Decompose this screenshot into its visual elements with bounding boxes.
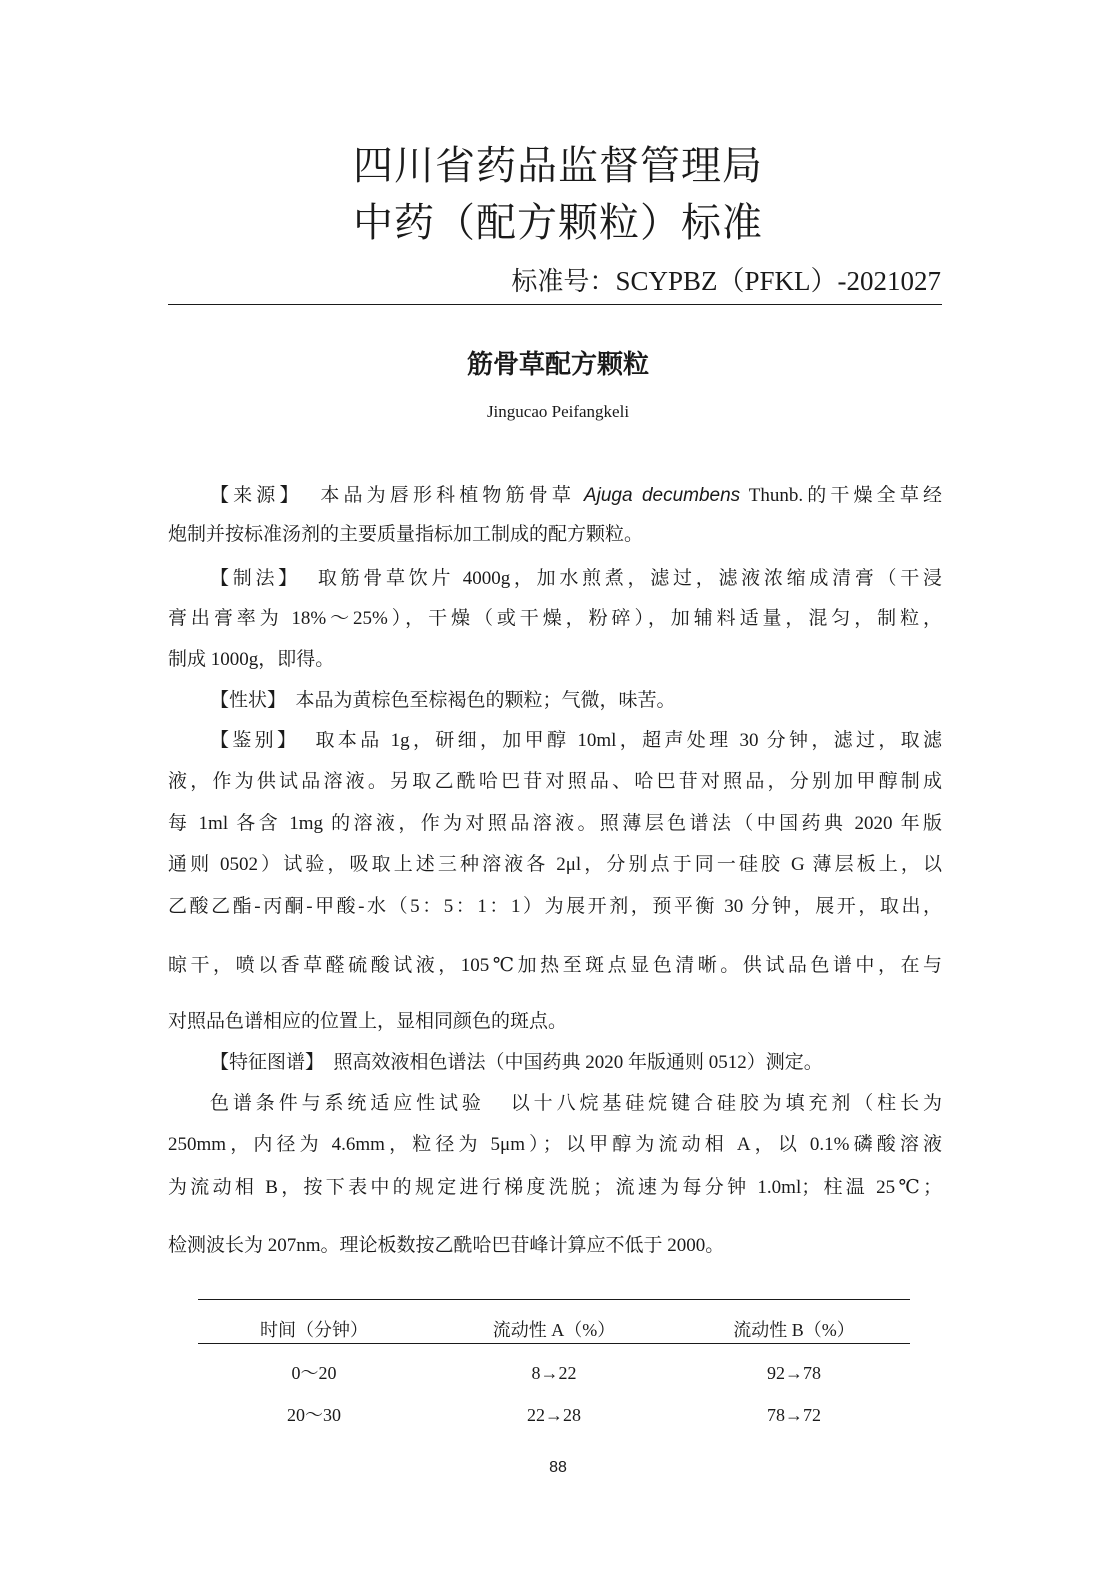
identification-line-5: 乙酸乙酯-丙酮-甲酸-水（5：5：1：1）为展开剂，预平衡 30 分钟，展开，取出， bbox=[168, 896, 942, 917]
description-line-1 bbox=[168, 691, 942, 710]
product-name: 筋骨草配方颗粒 bbox=[466, 350, 649, 380]
table-cell: 8→22 bbox=[531, 1363, 577, 1383]
source-text-a: 本品为唇形科植物筋骨草 bbox=[320, 485, 584, 506]
chromatography-conditions-label: 色谱条件与系统适应性试验 bbox=[210, 1092, 485, 1114]
preparation-line-3: 制成 1000g，即得。 bbox=[168, 649, 335, 670]
preparation-text-1: 取筋骨草饮片 4000g，加水煎煮，滤过，滤液浓缩成清膏（干浸 bbox=[317, 568, 942, 589]
table-header-time: 时间（分钟） bbox=[260, 1320, 368, 1340]
identification-line-6: 晾干，喷以香草醛硫酸试液，105℃加热至斑点显色清晰。供试品色谱中，在与 bbox=[168, 955, 942, 976]
table-header-rule bbox=[198, 1343, 910, 1344]
standard-number bbox=[511, 268, 941, 295]
fingerprint-text-1: 照高效液相色谱法（中国药典 2020 年版通则 0512）测定。 bbox=[333, 1052, 823, 1073]
preparation-label: 【制法】 bbox=[210, 567, 301, 589]
table-top-rule bbox=[198, 1299, 910, 1300]
page-number: 88 bbox=[549, 1459, 567, 1476]
fingerprint-line-1 bbox=[168, 1053, 942, 1072]
fingerprint-label: 【特征图谱】 bbox=[210, 1051, 325, 1073]
identification-text-1: 取本品 1g，研细，加甲醇 10ml，超声处理 30 分钟，滤过，取滤 bbox=[315, 730, 942, 751]
source-text-b: Thunb.的干燥全草经 bbox=[740, 485, 942, 506]
fingerprint-line-5: 检测波长为 207nm。理论板数按乙酰哈巴苷峰计算应不低于 2000。 bbox=[168, 1235, 725, 1256]
standard-category-title: 中药（配方颗粒）标准 bbox=[353, 200, 763, 246]
source-latin-name: Ajuga decumbens bbox=[583, 485, 741, 506]
description-label: 【性状】 bbox=[210, 689, 287, 711]
standard-number-value: SCYPBZ（PFKL）-2021027 bbox=[615, 266, 941, 296]
table-cell: 20～30 bbox=[287, 1405, 341, 1425]
source-label: 【来源】 bbox=[210, 484, 303, 506]
preparation-line-2: 膏出膏率为 18%～25%），干燥（或干燥，粉碎），加辅料适量，混匀，制粒， bbox=[168, 608, 942, 629]
description-text: 本品为黄棕色至棕褐色的颗粒；气微，味苦。 bbox=[295, 690, 676, 711]
agency-title: 四川省药品监督管理局 bbox=[353, 143, 763, 189]
identification-line-4: 通则 0502）试验，吸取上述三种溶液各 2μl，分别点于同一硅胶 G 薄层板上，以 bbox=[168, 854, 942, 875]
fingerprint-text-2: 以十八烷基硅烷键合硅胶为填充剂（柱长为 bbox=[510, 1093, 942, 1114]
identification-line-7: 对照品色谱相应的位置上，显相同颜色的斑点。 bbox=[168, 1011, 568, 1032]
identification-line-1 bbox=[168, 731, 942, 750]
source-line-2: 炮制并按标准汤剂的主要质量指标加工制成的配方颗粒。 bbox=[168, 524, 644, 545]
table-cell: 22→28 bbox=[527, 1405, 581, 1425]
fingerprint-line-2 bbox=[168, 1094, 942, 1113]
identification-line-2: 液，作为供试品溶液。另取乙酰哈巴苷对照品、哈巴苷对照品，分别加甲醇制成 bbox=[168, 771, 942, 792]
fingerprint-line-3: 250mm，内径为 4.6mm，粒径为 5μm）；以甲醇为流动相 A，以 0.1%磷酸溶液 bbox=[168, 1134, 942, 1155]
table-cell: 78→72 bbox=[767, 1405, 821, 1425]
identification-line-3: 每 1ml 各含 1mg 的溶液，作为对照品溶液。照薄层色谱法（中国药典 2020 年版 bbox=[168, 813, 942, 834]
table-cell: 92→78 bbox=[767, 1363, 821, 1383]
table-header-phase-a: 流动性 A（%） bbox=[492, 1320, 616, 1340]
header-divider bbox=[168, 304, 942, 305]
product-pinyin: Jingucao Peifangkeli bbox=[486, 402, 630, 421]
standard-number-label: 标准号： bbox=[511, 267, 616, 297]
table-cell: 0～20 bbox=[291, 1363, 337, 1383]
fingerprint-line-4: 为流动相 B，按下表中的规定进行梯度洗脱；流速为每分钟 1.0ml；柱温 25℃； bbox=[168, 1177, 942, 1198]
preparation-line-1 bbox=[168, 569, 942, 588]
table-header-phase-b: 流动性 B（%） bbox=[733, 1320, 855, 1340]
source-line-1 bbox=[168, 486, 942, 505]
identification-label: 【鉴别】 bbox=[210, 729, 300, 751]
